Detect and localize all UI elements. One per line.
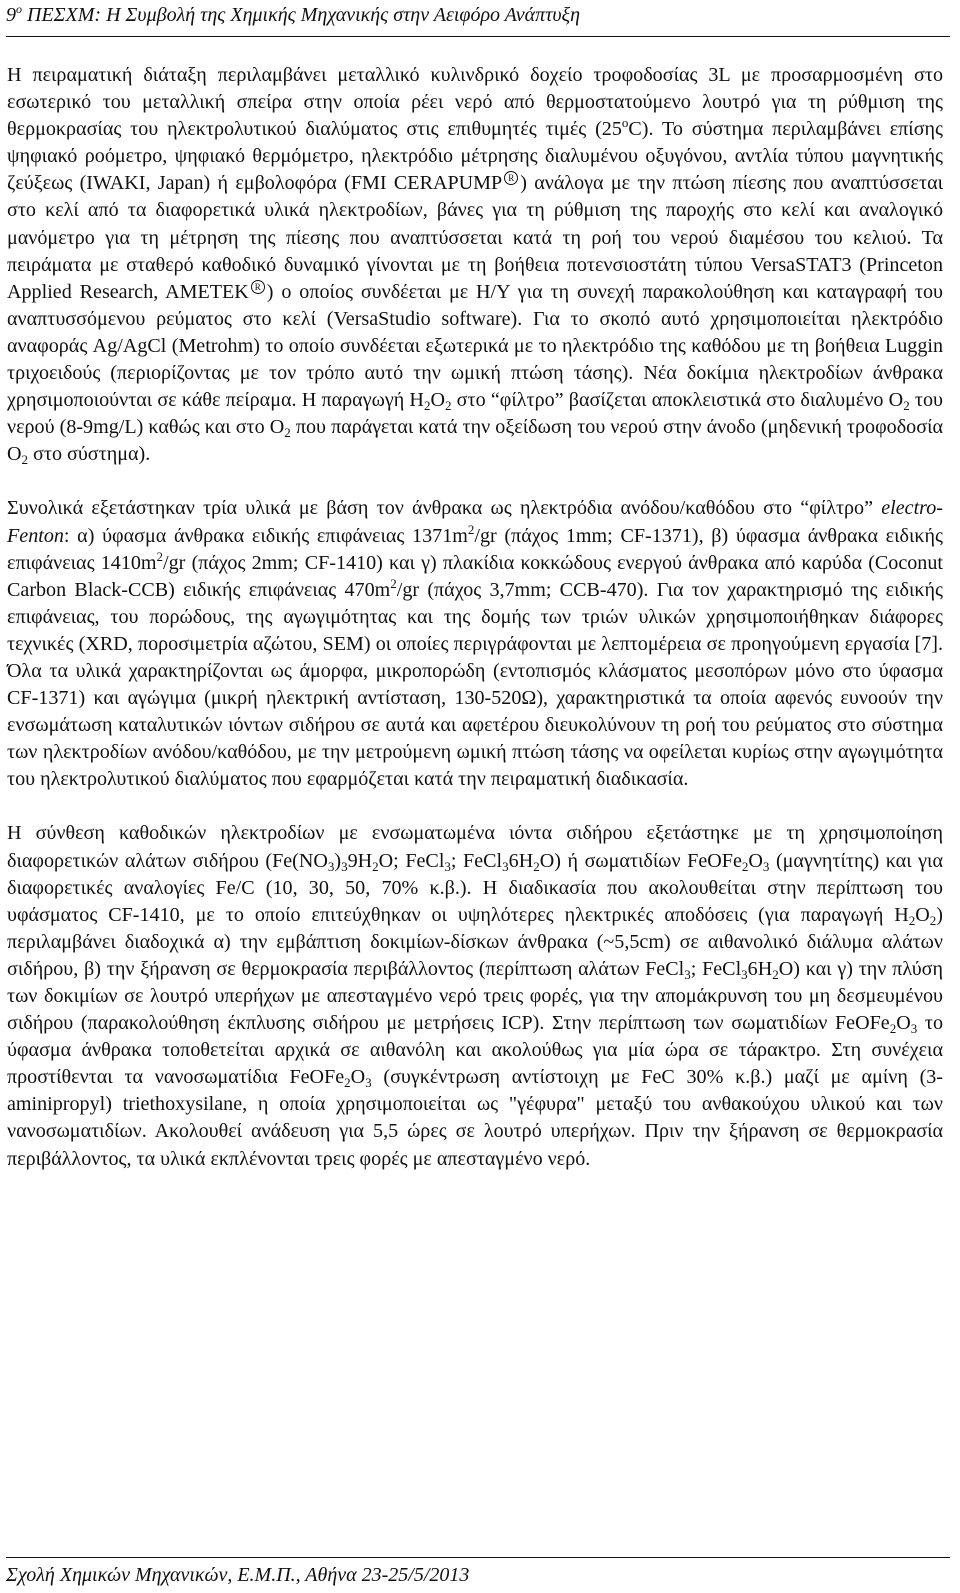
page-footer: Σχολή Χημικών Μηχανικών, Ε.Μ.Π., Αθήνα 23-25/5/2013 bbox=[6, 1564, 470, 1586]
paragraph-electrode-synthesis: Η σύνθεση καθοδικών ηλεκτροδίων με ενσωματωμένα ιόντα σιδήρου εξετάστηκε με τη χρησιμοποίηση διαφορετικών αλάτων σιδήρου ($Fe(NO_3)_39H_2O$; FeCl$_3$; $FeCl_36H_2O$) ή σωματιδίων $FeOFe_2O_3$ (μαγνητίτης) και για διαφορετικές αναλογίες Fe/C (10, 30, 50, 70% κ.β.). Η διαδικασία που ακολουθείται στην περίπτωση του υφάσματος CF-1410, με το οποίο επιτεύχθηκαν οι υψηλότερες ηλεκτρικές αποδόσεις (για παραγωγή $H_2O_2$) περιλαμβάνει διαδοχικά α) την εμβάπτιση δοκιμίων-δίσκων άνθρακα (~5,5cm) σε αιθανολικό διάλυμα αλάτων σιδήρου, β) την ξήρανση σε θερμοκρασία περιβάλλοντος (περίπτωση αλάτων FeCl$_3$; $FeCl_36H_2O$) και γ) την πλύση των δοκιμίων σε λουτρό υπερήχων με απεσταγμένο νερό τρεις φορές, για την απομάκρυνση του μη δεσμευμένου σιδήρου (παρακολούθηση έκπλυσης σιδήρου με μετρήσεις ICP). Στην περίπτωση των σωματιδίων $FeOFe_2O_3$ το ύφασμα άνθρακα τοποθετείται αρχικά σε αιθανόλη και ακολούθως για μία ώρα σε τάρακτρο. Στη συνέχεια προστίθενται τα νανοσωματίδια $FeOFe_2O_3$ (συγκέντρωση αντίστοιχη με FeC 30% κ.β.) μαζί με αμίνη (3-aminipropyl) triethoxysilane, η οποία χρησιμοποιείται ως "γέφυρα" μεταξύ του ανθακούχου υλικού και των νανοσωματιδίων. Ακολουθεί ανάδευση για 5,5 ώρες σε λουτρό υπερήχων. Πριν την ξήρανση σε θερμοκρασία περιβάλλοντος, τα υλικά εκπλένονται τρεις φορές με απεσταγμένο νερό. bbox=[7, 822, 944, 1170]
page-header bbox=[6, 3, 956, 27]
registered-mark: R bbox=[251, 280, 265, 294]
registered-mark: R bbox=[504, 171, 518, 185]
conference-number: 9 bbox=[6, 4, 16, 26]
conference-title: ΠΕΣΧΜ: Η Συμβολή της Χημικής Μηχανικής στην Αειφόρο Ανάπτυξη bbox=[22, 4, 581, 26]
header-rule bbox=[6, 36, 950, 37]
footer-rule bbox=[6, 1557, 950, 1558]
paragraph-carbon-materials: Συνολικά εξετάστηκαν τρία υλικά με βάση τον άνθρακα ως ηλεκτρόδια ανόδου/καθόδου στο “φίλτρο” electro-Fenton: α) ύφασμα άνθρακα ειδικής επιφάνειας $1371m^2/gr$ (πάχος 1mm; CF-1371), β) ύφασμα άνθρακα ειδικής επιφάνειας $1410m^2/gr$ (πάχος 2mm; CF-1410) και γ) πλακίδια κοκκώδους ενεργού άνθρακα από καρύδα (Coconut Carbon Black-CCB) ειδικής επιφάνειας $470m^2/gr$ (πάχος 3,7mm; CCB-470). Για τον χαρακτηρισμό της ειδικής επιφάνειας, του πορώδους, της αγωγιμότητας και της δομής των τριών υλικών χρησιμοποιήθηκαν διάφορες τεχνικές (XRD, ποροσιμετρία αζώτου, SEM) οι οποίες περιγράφονται με λεπτομέρεια σε προηγούμενη εργασία [7]. Όλα τα υλικά χαρακτηρίζονται ως άμορφα, μικροπορώδη (εντοπισμός κλάσματος μεσοπόρων μόνο στο ύφασμα CF-1371) και αγώγιμα (μικρή ηλεκτρική αντίσταση, 130-520Ω), χαρακτηριστικά τα οποία αφενός ευνοούν την ενσωμάτωση καταλυτικών ιόντων σιδήρου σε αυτά και αφετέρου διευκολύνουν τη ροή του ρεύματος στο σύστημα των ηλεκτροδίων ανόδου/καθόδου, με την μετρούμενη ωμική πτώση τάσης να οφείλεται κυρίως στην αγωγιμότητα του ηλεκτρολυτικού διαλύματος που εφαρμόζεται κατά την πειραματική διαδικασία. bbox=[7, 497, 943, 791]
paragraph-experimental-setup: Η πειραματική διάταξη περιλαμβάνει μεταλλικό κυλινδρικό δοχείο τροφοδοσίας 3L με προσαρμοσμένη στο εσωτερικό του μεταλλική σπείρα στην οποία ρέει νερό από θερμοστατούμενο λουτρό για τη ρύθμιση της θερμοκρασίας του ηλεκτρολυτικού διαλύματος στις επιθυμητές τιμές (25$^o$C). Το σύστημα περιλαμβάνει επίσης ψηφιακό ροόμετρο, ψηφιακό θερμόμετρο, ηλεκτρόδιο μέτρησης διαλυμένου οξυγόνου, αντλία τύπου μαγνητικής ζεύξεως (IWAKI, Japan) ή εμβολοφόρα (FMI CERAPUMP R ) ανάλογα με την πτώση πίεσης που αναπτύσσεται στο κελί από τα διαφορετικά υλικά ηλεκτροδίων, βάνες για τη ρύθμιση της παροχής στο κελί και αναλογικό μανόμετρο για τη μέτρηση της πίεσης που αναπτύσσεται κατά τη ροή του νερού διαμέσου του κελιού. Τα πειράματα με σταθερό καθοδικό δυναμικό γίνονται με τη βοήθεια ποτενσιοστάτη τύπου VersaSTAT3 (Princeton Applied Research, AMETEK R ) ο οποίος συνδέεται με Η/Υ για τη συνεχή παρακολούθηση και καταγραφή του αναπτυσσόμενου ρεύματος στο κελί (VersaStudio software). Για το σκοπό αυτό χρησιμοποιείται ηλεκτρόδιο αναφοράς Ag/AgCl (Metrohm) το οποίο συνδέεται εξωτερικά με το ηλεκτρόδιο της καθόδου με τη βοήθεια Luggin τριχοειδούς (περιορίζοντας με τον τρόπο αυτό την ωμική πτώση τάσης). Νέα δοκίμια ηλεκτροδίων άνθρακα χρησιμοποιούνται σε κάθε πείραμα. Η παραγωγή $H_2O_2$ στο “φίλτρο” βασίζεται αποκλειστικά στο διαλυμένο $O_2$ του νερού (8-9mg/L) καθώς και στο $O_2$ που παράγεται κατά την οξείδωση του νερού στην άνοδο (μηδενική τροφοδοσία $O_2$ στο σύστημα). bbox=[7, 64, 944, 468]
body-text bbox=[7, 62, 943, 1200]
conference-number-superscript: ο bbox=[16, 2, 22, 16]
